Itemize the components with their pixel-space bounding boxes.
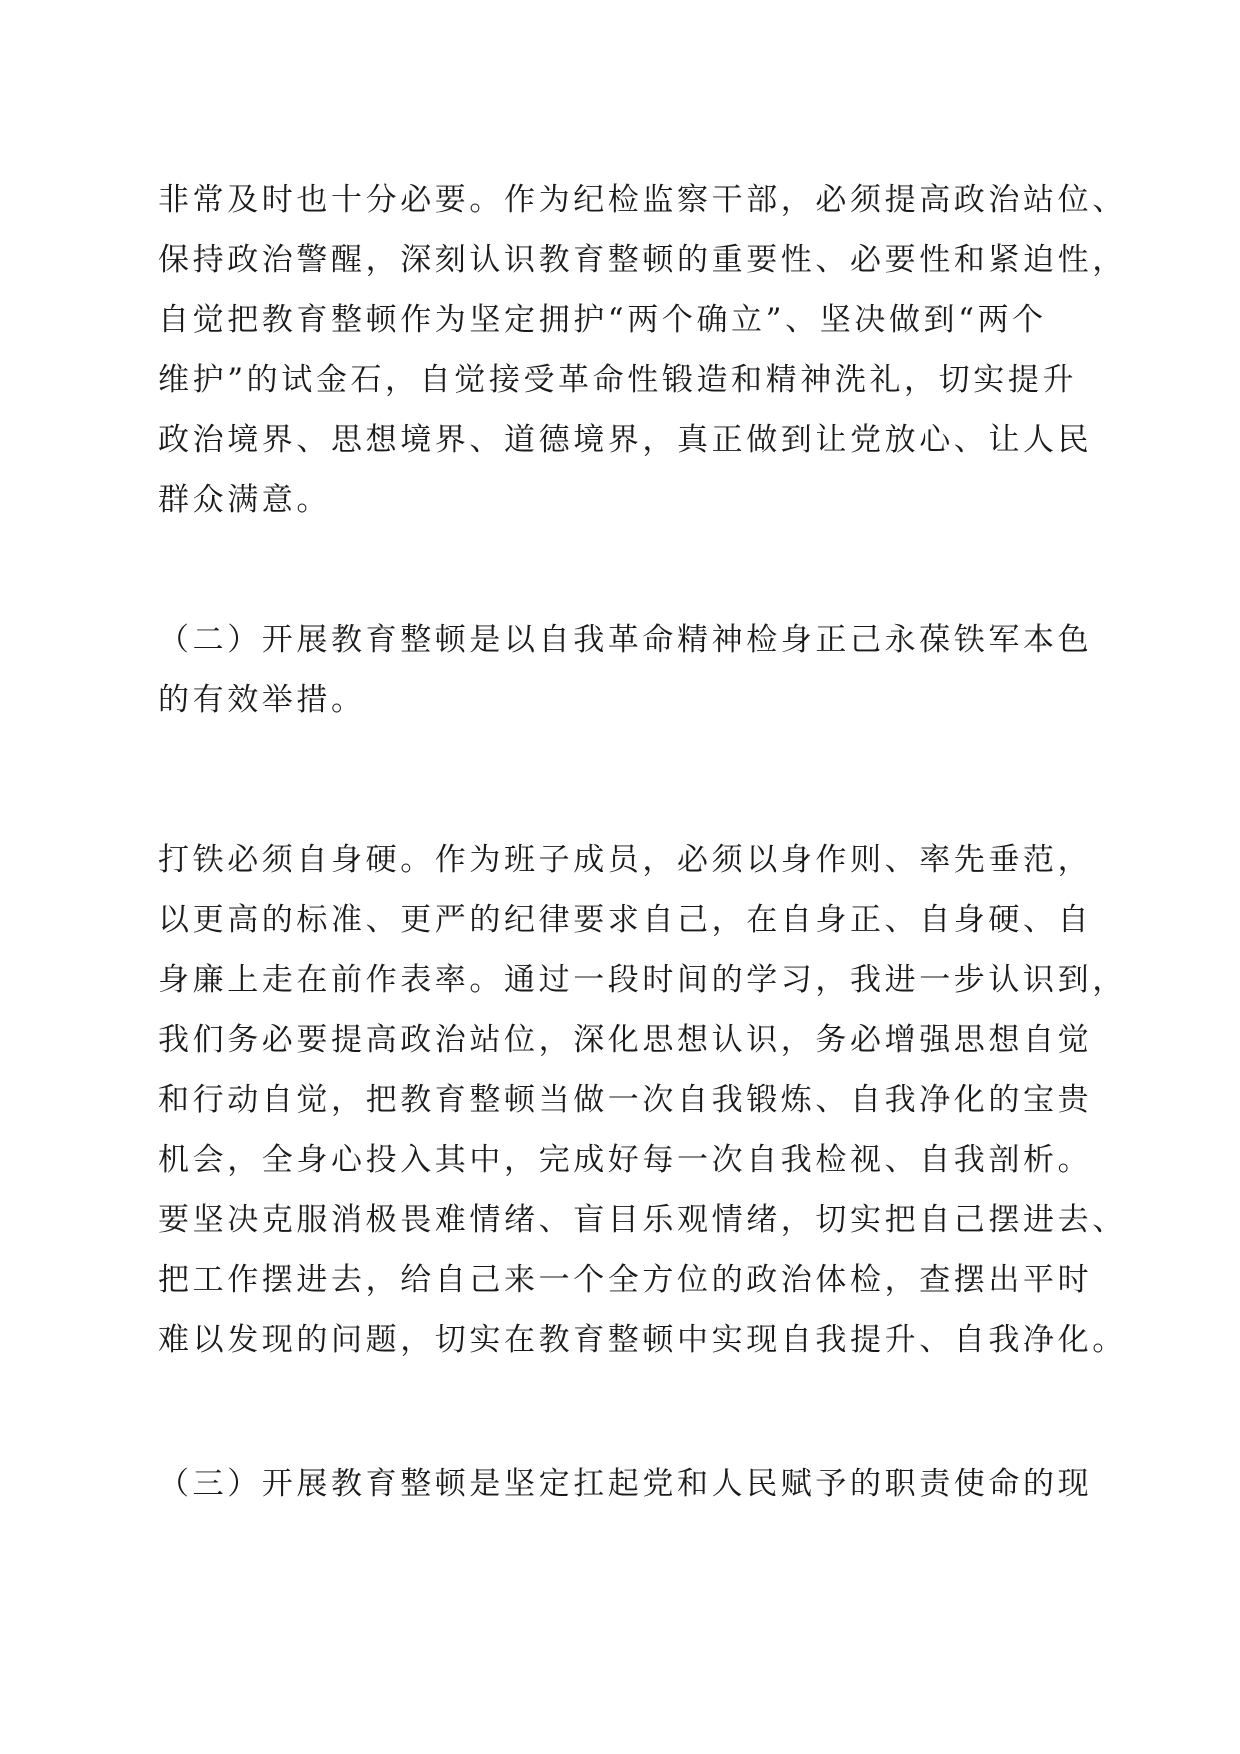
- text-line: 我们务必要提高政治站位，深化思想认识，务必增强思想自觉: [158, 1022, 1093, 1058]
- text-line: 难以发现的问题，切实在教育整顿中实现自我提升、自我净化。: [158, 1322, 1127, 1358]
- heading-line: 的有效举措。: [158, 682, 366, 718]
- text-line: 要坚决克服消极畏难情绪、盲目乐观情绪，切实把自己摆进去、: [158, 1202, 1127, 1238]
- text-line: 政治境界、思想境界、道德境界，真正做到让党放心、让人民: [158, 422, 1093, 458]
- text-line: 打铁必须自身硬。作为班子成员，必须以身作则、率先垂范，: [158, 842, 1093, 878]
- text-line: 机会，全身心投入其中，完成好每一次自我检视、自我剖析。: [158, 1142, 1093, 1178]
- text-line: 把工作摆进去，给自己来一个全方位的政治体检，查摆出平时: [158, 1262, 1093, 1298]
- text-line: 群众满意。: [158, 482, 331, 518]
- text-line: 身廉上走在前作表率。通过一段时间的学习，我进一步认识到，: [158, 962, 1127, 998]
- text-line: 非常及时也十分必要。作为纪检监察干部，必须提高政治站位、: [158, 182, 1127, 218]
- text-line: 保持政治警醒，深刻认识教育整顿的重要性、必要性和紧迫性，: [158, 242, 1127, 278]
- heading-line: （二）开展教育整顿是以自我革命精神检身正己永葆铁军本色: [158, 622, 1093, 658]
- text-line: 维护”的试金石，自觉接受革命性锻造和精神洗礼，切实提升: [158, 362, 1078, 398]
- text-line: 自觉把教育整顿作为坚定拥护“两个确立”、坚决做到“两个: [158, 302, 1047, 338]
- text-line: 和行动自觉，把教育整顿当做一次自我锻炼、自我净化的宝贵: [158, 1082, 1093, 1118]
- heading-line: （三）开展教育整顿是坚定扛起党和人民赋予的职责使命的现: [158, 1466, 1093, 1502]
- text-line: 以更高的标准、更严的纪律要求自己，在自身正、自身硬、自: [158, 902, 1093, 938]
